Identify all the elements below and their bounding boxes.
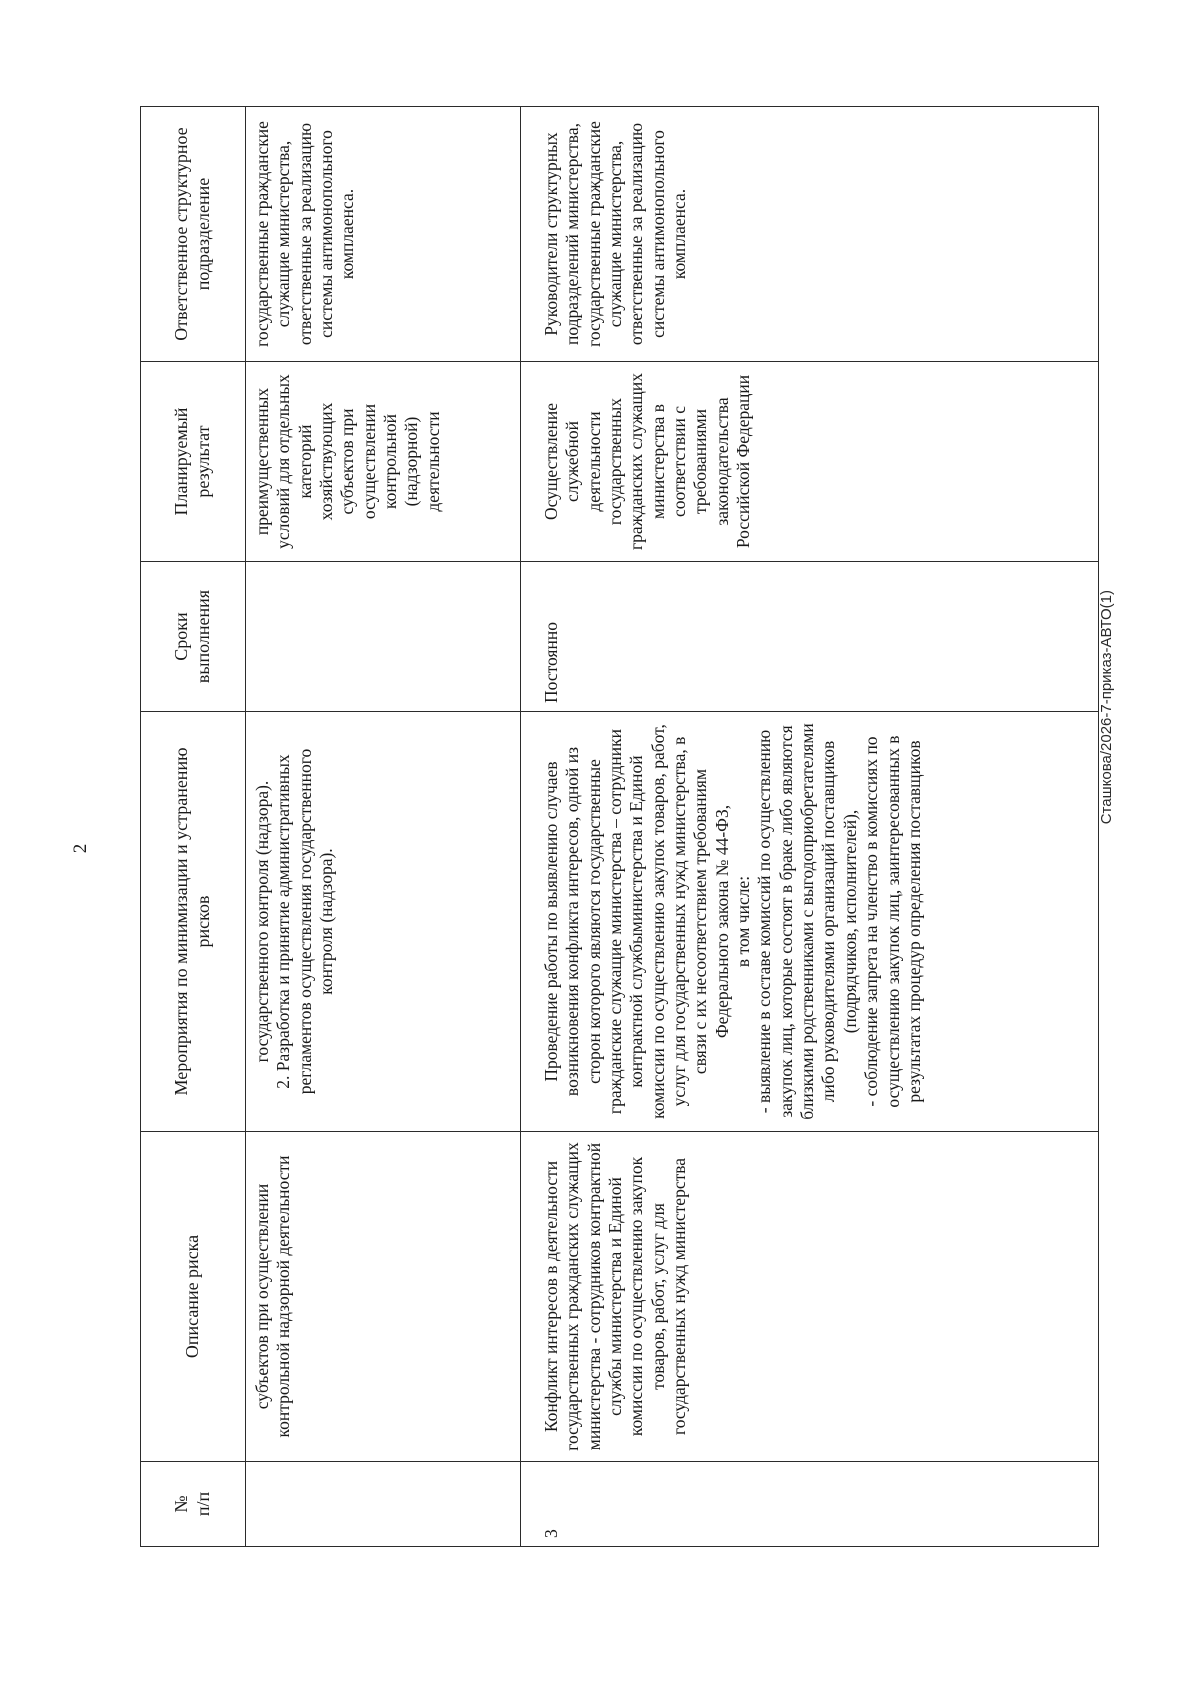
footer-document-code: Сташкова/2026-7-приказ-АВТО(1)	[1098, 590, 1115, 825]
cell-measures: государственного контроля (надзора). 2. Разработка и принятие административных регламентов осуществления государственного контроля (надзора).	[246, 712, 521, 1132]
cell-responsible: Руководители структурных подразделений министерства, государственные гражданские служащие министерства, ответственные за реализацию системы антимонопольного комплаенса.	[521, 107, 1099, 362]
header-result: Планируемый результат	[141, 362, 246, 562]
cell-deadline	[246, 562, 521, 712]
header-risk: Описание риска	[141, 1132, 246, 1462]
page-number: 2	[70, 843, 91, 854]
cell-measures: Проведение работы по выявлению случаев возникновения конфликта интересов, одной из сторон которого являются государственные гражданские служащие министерства – сотрудники контрактной службыминистерства и Единой комиссии по осуществлению закупок товаров, работ, услуг для государственных нужд министерства, в связи с их несоответствием требованиям Федерального закона № 44-ФЗ, в том числе: - выявление в составе комиссий по осуществлению закупок лиц, которые состоят в браке либо являются близкими родственниками с выгодоприобретателями либо руководителями организаций поставщиков (подрядчиков, исполнителей), - соблюдение запрета на членство в комиссиях по осуществлению закупок лиц, заинтересованных в результатах процедур определения поставщиков	[521, 712, 1099, 1132]
cell-result: Осуществление служебной деятельности государственных гражданских служащих министерства в соответствии с требованиями законодательства Российской Федерации	[521, 362, 1099, 562]
cell-risk: субъектов при осуществлении контрольной надзорной деятельности	[246, 1132, 521, 1462]
header-num: № п/п	[141, 1462, 246, 1547]
cell-risk: Конфликт интересов в деятельности государственных гражданских служащих министерства - сотрудников контрактной службы министерства и Единой комиссии по осуществлению закупок товаров, работ, услуг для государственных нужд министерства	[521, 1132, 1099, 1462]
cell-num	[246, 1462, 521, 1547]
cell-deadline: Постоянно	[521, 562, 1099, 712]
table-row	[521, 107, 1099, 1547]
header-measures: Мероприятия по минимизации и устранению рисков	[141, 712, 246, 1132]
header-deadline: Сроки выполнения	[141, 562, 246, 712]
cell-responsible: государственные гражданские служащие министерства, ответственные за реализацию системы антимонопольного комплаенса.	[246, 107, 521, 362]
table-row	[246, 107, 521, 1547]
risk-table	[140, 106, 1099, 1547]
cell-result: преимущественных условий для отдельных категорий хозяйствующих субъектов при осуществлении контрольной (надзорной) деятельности	[246, 362, 521, 562]
cell-num: 3	[521, 1462, 1099, 1547]
table-header-row	[141, 107, 246, 1547]
header-responsible: Ответственное структурное подразделение	[141, 107, 246, 362]
